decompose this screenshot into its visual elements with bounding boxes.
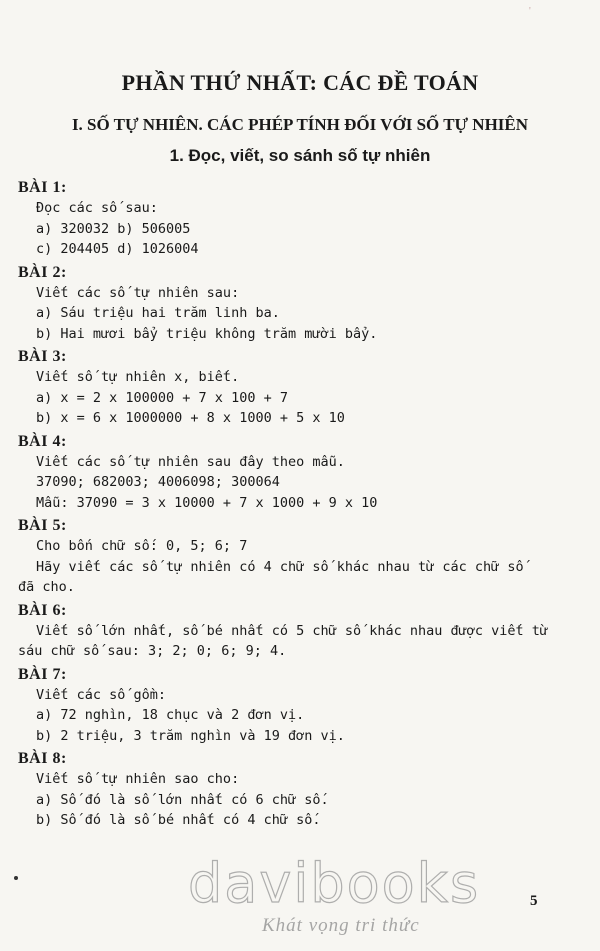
problem-line: Viết số tự nhiên x, biết. (36, 369, 240, 385)
scan-mark: ' (529, 6, 531, 17)
page-number: 5 (530, 893, 538, 909)
problem-title: BÀI 1: (18, 179, 67, 196)
problem-title: BÀI 5: (18, 517, 67, 534)
section-title: I. SỐ TỰ NHIÊN. CÁC PHÉP TÍNH ĐỐI VỚI SỐ TỰ NHIÊN (71, 115, 529, 134)
problem-title: BÀI 4: (18, 432, 67, 450)
problem-8 (18, 749, 558, 831)
problem-2 (18, 263, 558, 345)
problem-list (18, 178, 558, 834)
problem-line: Viết các số tự nhiên sau: (36, 284, 240, 301)
problem-line: đã cho. (18, 579, 75, 595)
problem-line: a) Sáu triệu hai trăm linh ba. (36, 305, 280, 321)
problem-3 (18, 347, 558, 429)
problem-line: Viết các số tự nhiên sau đây theo mẫu. (36, 453, 345, 470)
problem-line: Viết số tự nhiên sao cho: (36, 771, 240, 787)
problem-line: b) x = 6 x 1000000 + 8 x 1000 + 5 x 10 (36, 410, 345, 426)
problem-line: Đọc các số sau: (36, 200, 158, 216)
problem-4 (18, 432, 558, 514)
problem-line: a) Số đó là số lớn nhất có 6 chữ số. (36, 791, 329, 808)
problem-line: Hãy viết các số tự nhiên có 4 chữ số khác nhau từ các chữ số (36, 558, 524, 575)
ink-dot (14, 876, 18, 880)
problem-title: BÀI 2: (18, 263, 67, 281)
problem-line: b) Hai mươi bẩy triệu không trăm mười bẩy. (36, 325, 378, 342)
problem-line: Mẫu: 37090 = 3 x 10000 + 7 x 1000 + 9 x 10 (36, 494, 378, 511)
problem-line: Viết các số gồm: (36, 686, 167, 703)
problem-6 (18, 601, 558, 662)
problem-title: BÀI 8: (18, 750, 67, 767)
watermark-slogan: Khát vọng tri thức (262, 915, 420, 936)
problem-line: 37090; 682003; 4006098; 300064 (36, 474, 280, 490)
problem-title: BÀI 3: (18, 348, 67, 365)
watermark-brand: davibooks (188, 852, 481, 915)
problem-line: Cho bốn chữ số: 0, 5; 6; 7 (36, 538, 248, 554)
problem-line: b) Số đó là số bé nhất có 4 chữ số. (36, 812, 321, 828)
problem-line: a) 320032 b) 506005 (36, 220, 191, 237)
problem-line: b) 2 triệu, 3 trăm nghìn và 19 đơn vị. (36, 727, 345, 744)
problem-5 (18, 516, 558, 598)
problem-line: Viết số lớn nhất, số bé nhất có 5 chữ số khác nhau được viết từ (36, 622, 549, 639)
problem-1 (18, 178, 558, 260)
problem-line: sáu chữ số sau: 3; 2; 0; 6; 9; 4. (18, 643, 287, 659)
problem-7 (18, 665, 558, 747)
subsection-title: 1. Đọc, viết, so sánh số tự nhiên (169, 146, 431, 165)
problem-line: a) 72 nghìn, 18 chục và 2 đơn vị. (36, 707, 305, 723)
part-title: PHẦN THỨ NHẤT: CÁC ĐỀ TOÁN (121, 70, 479, 95)
problem-title: BÀI 7: (18, 665, 67, 683)
problem-title: BÀI 6: (18, 601, 67, 619)
problem-line: a) x = 2 x 100000 + 7 x 100 + 7 (36, 389, 288, 406)
problem-line: c) 204405 d) 1026004 (36, 241, 199, 257)
